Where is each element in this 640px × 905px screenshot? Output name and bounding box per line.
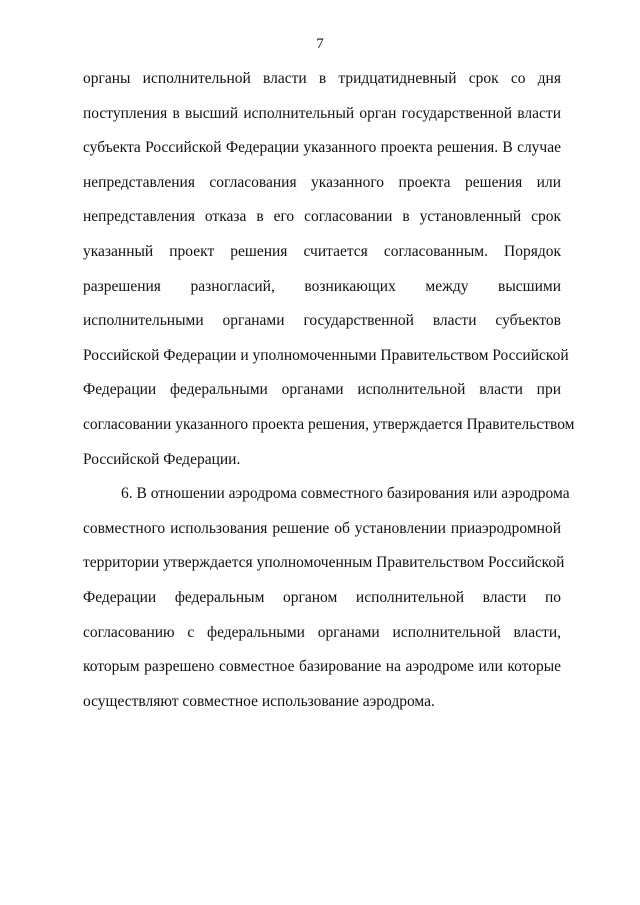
paragraph-item-6 [83, 477, 570, 719]
text-line: Российской Федерации и уполномоченными Правительством Российской [83, 346, 569, 364]
text-line: совместного использования решение об установлении приаэродромной [83, 519, 561, 537]
text-line: непредставления отказа в его согласовании в установленный срок [83, 208, 561, 226]
text-line: разрешения разногласий, возникающих между высшими [83, 277, 561, 295]
text-line: органы исполнительной власти в тридцатидневный срок со дня [83, 70, 561, 87]
text-line: Федерации федеральными органами исполнительной власти при [83, 381, 561, 399]
text-line: осуществляют совместное использование аэродрома. [83, 692, 435, 710]
text-line: субъекта Российской Федерации указанного проекта решения. В случае [83, 139, 561, 157]
text-line: территории утверждается уполномоченным Правительством Российской [83, 554, 565, 572]
text-line: поступления в высший исполнительный орган государственной власти [83, 104, 561, 122]
page-number: 7 [316, 36, 324, 52]
text-line: 6. В отношении аэродрома совместного базирования или аэродрома [121, 485, 570, 503]
text-line: Российской Федерации. [83, 450, 241, 468]
text-line: Федерации федеральным органом исполнительной власти по [83, 588, 561, 606]
document-body [83, 62, 575, 719]
text-line: которым разрешено совместное базирование на аэродроме или которые [83, 658, 561, 676]
text-line: согласовании указанного проекта решения, утверждается Правительством [83, 415, 575, 433]
text-line: указанный проект решения считается согласованным. Порядок [83, 242, 561, 260]
text-line: непредставления согласования указанного проекта решения или [83, 173, 561, 191]
text-line: исполнительными органами государственной власти субъектов [83, 312, 561, 330]
text-line: согласованию с федеральными органами исполнительной власти, [83, 623, 561, 641]
paragraph-continuation [83, 62, 575, 477]
